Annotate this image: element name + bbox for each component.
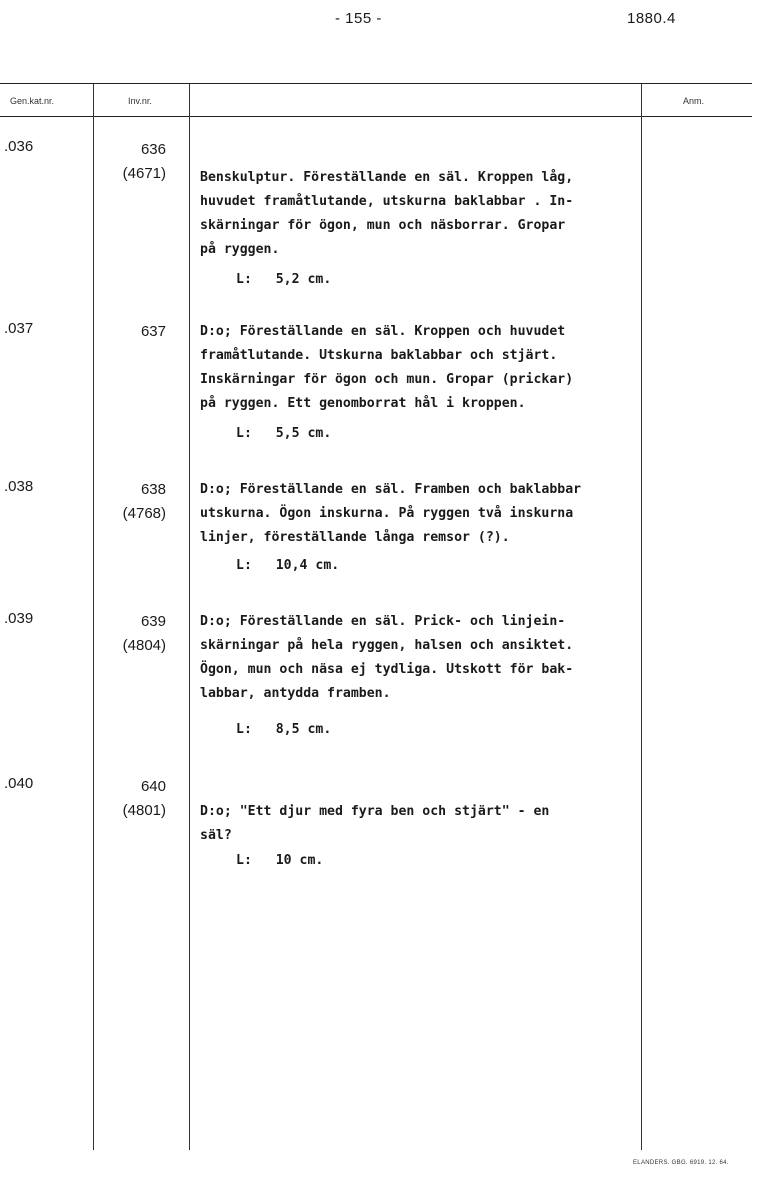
description-line: huvudet framåtlutande, utskurna baklabbar . In- [200,194,574,209]
entry-measurement: L: 10 cm. [236,853,324,868]
description-line: säl? [200,828,232,843]
entry-description [200,610,650,706]
gen-kat-number: .036 [4,138,34,155]
description-line: labbar, antydda framben. [200,686,391,701]
description-line: D:o; Föreställande en säl. Kroppen och huvudet [200,324,566,339]
entry-description [200,800,650,848]
old-inventory-number: (4801) [122,802,166,819]
inventory-number: 636 [140,141,166,158]
entry-measurement: L: 8,5 cm. [236,722,332,737]
old-inventory-number: (4768) [122,505,166,522]
inventory-number: 640 [140,778,166,795]
description-line: Inskärningar för ögon och mun. Gropar (prickar) [200,372,574,387]
table-header-rule [0,116,752,117]
column-header-inv: Inv.nr. [128,96,152,106]
gen-kat-number: .037 [4,320,34,337]
inventory-number-cell [96,320,166,344]
page-year: 1880.4 [627,10,676,27]
description-line: framåtlutande. Utskurna baklabbar och stjärt. [200,348,558,363]
description-line: utskurna. Ögon inskurna. På ryggen två inskurna [200,506,574,521]
gen-kat-number: .040 [4,775,34,792]
entry-measurement: L: 10,4 cm. [236,558,340,573]
description-line: D:o; Föreställande en säl. Framben och baklabbar [200,482,582,497]
column-header-anm: Anm. [683,96,705,106]
old-inventory-number: (4804) [122,637,166,654]
entry-description [200,166,650,262]
description-line: skärningar för ögon, mun och näsborrar. Gropar [200,218,566,233]
inventory-number-cell [96,138,166,186]
entry-description [200,478,650,550]
inventory-number: 638 [140,481,166,498]
description-line: Ögon, mun och näsa ej tydliga. Utskott för bak- [200,662,574,677]
description-line: D:o; "Ett djur med fyra ben och stjärt" - en [200,804,550,819]
column-divider-2 [189,84,190,1150]
description-line: Benskulptur. Föreställande en säl. Kroppen låg, [200,170,574,185]
description-line: skärningar på hela ryggen, halsen och ansiktet. [200,638,574,653]
inventory-number-cell [96,775,166,823]
entry-measurement: L: 5,2 cm. [236,272,332,287]
entry-measurement: L: 5,5 cm. [236,426,332,441]
description-line: D:o; Föreställande en säl. Prick- och linjein- [200,614,566,629]
column-header-gen-kat: Gen.kat.nr. [10,96,55,106]
page-number: - 155 - [335,10,382,27]
entry-description [200,320,650,416]
old-inventory-number: (4671) [122,165,166,182]
gen-kat-number: .039 [4,610,34,627]
inventory-number-cell [96,478,166,526]
inventory-number-cell [96,610,166,658]
gen-kat-number: .038 [4,478,34,495]
table-top-rule [0,83,752,84]
column-divider-1 [93,84,94,1150]
printer-imprint: ELANDERS. GBG. 6919. 12. 64. [633,1160,729,1166]
inventory-number: 637 [140,323,166,340]
description-line: på ryggen. [200,242,280,257]
inventory-number: 639 [140,613,166,630]
description-line: på ryggen. Ett genomborrat hål i kroppen. [200,396,526,411]
description-line: linjer, föreställande långa remsor (?). [200,530,510,545]
